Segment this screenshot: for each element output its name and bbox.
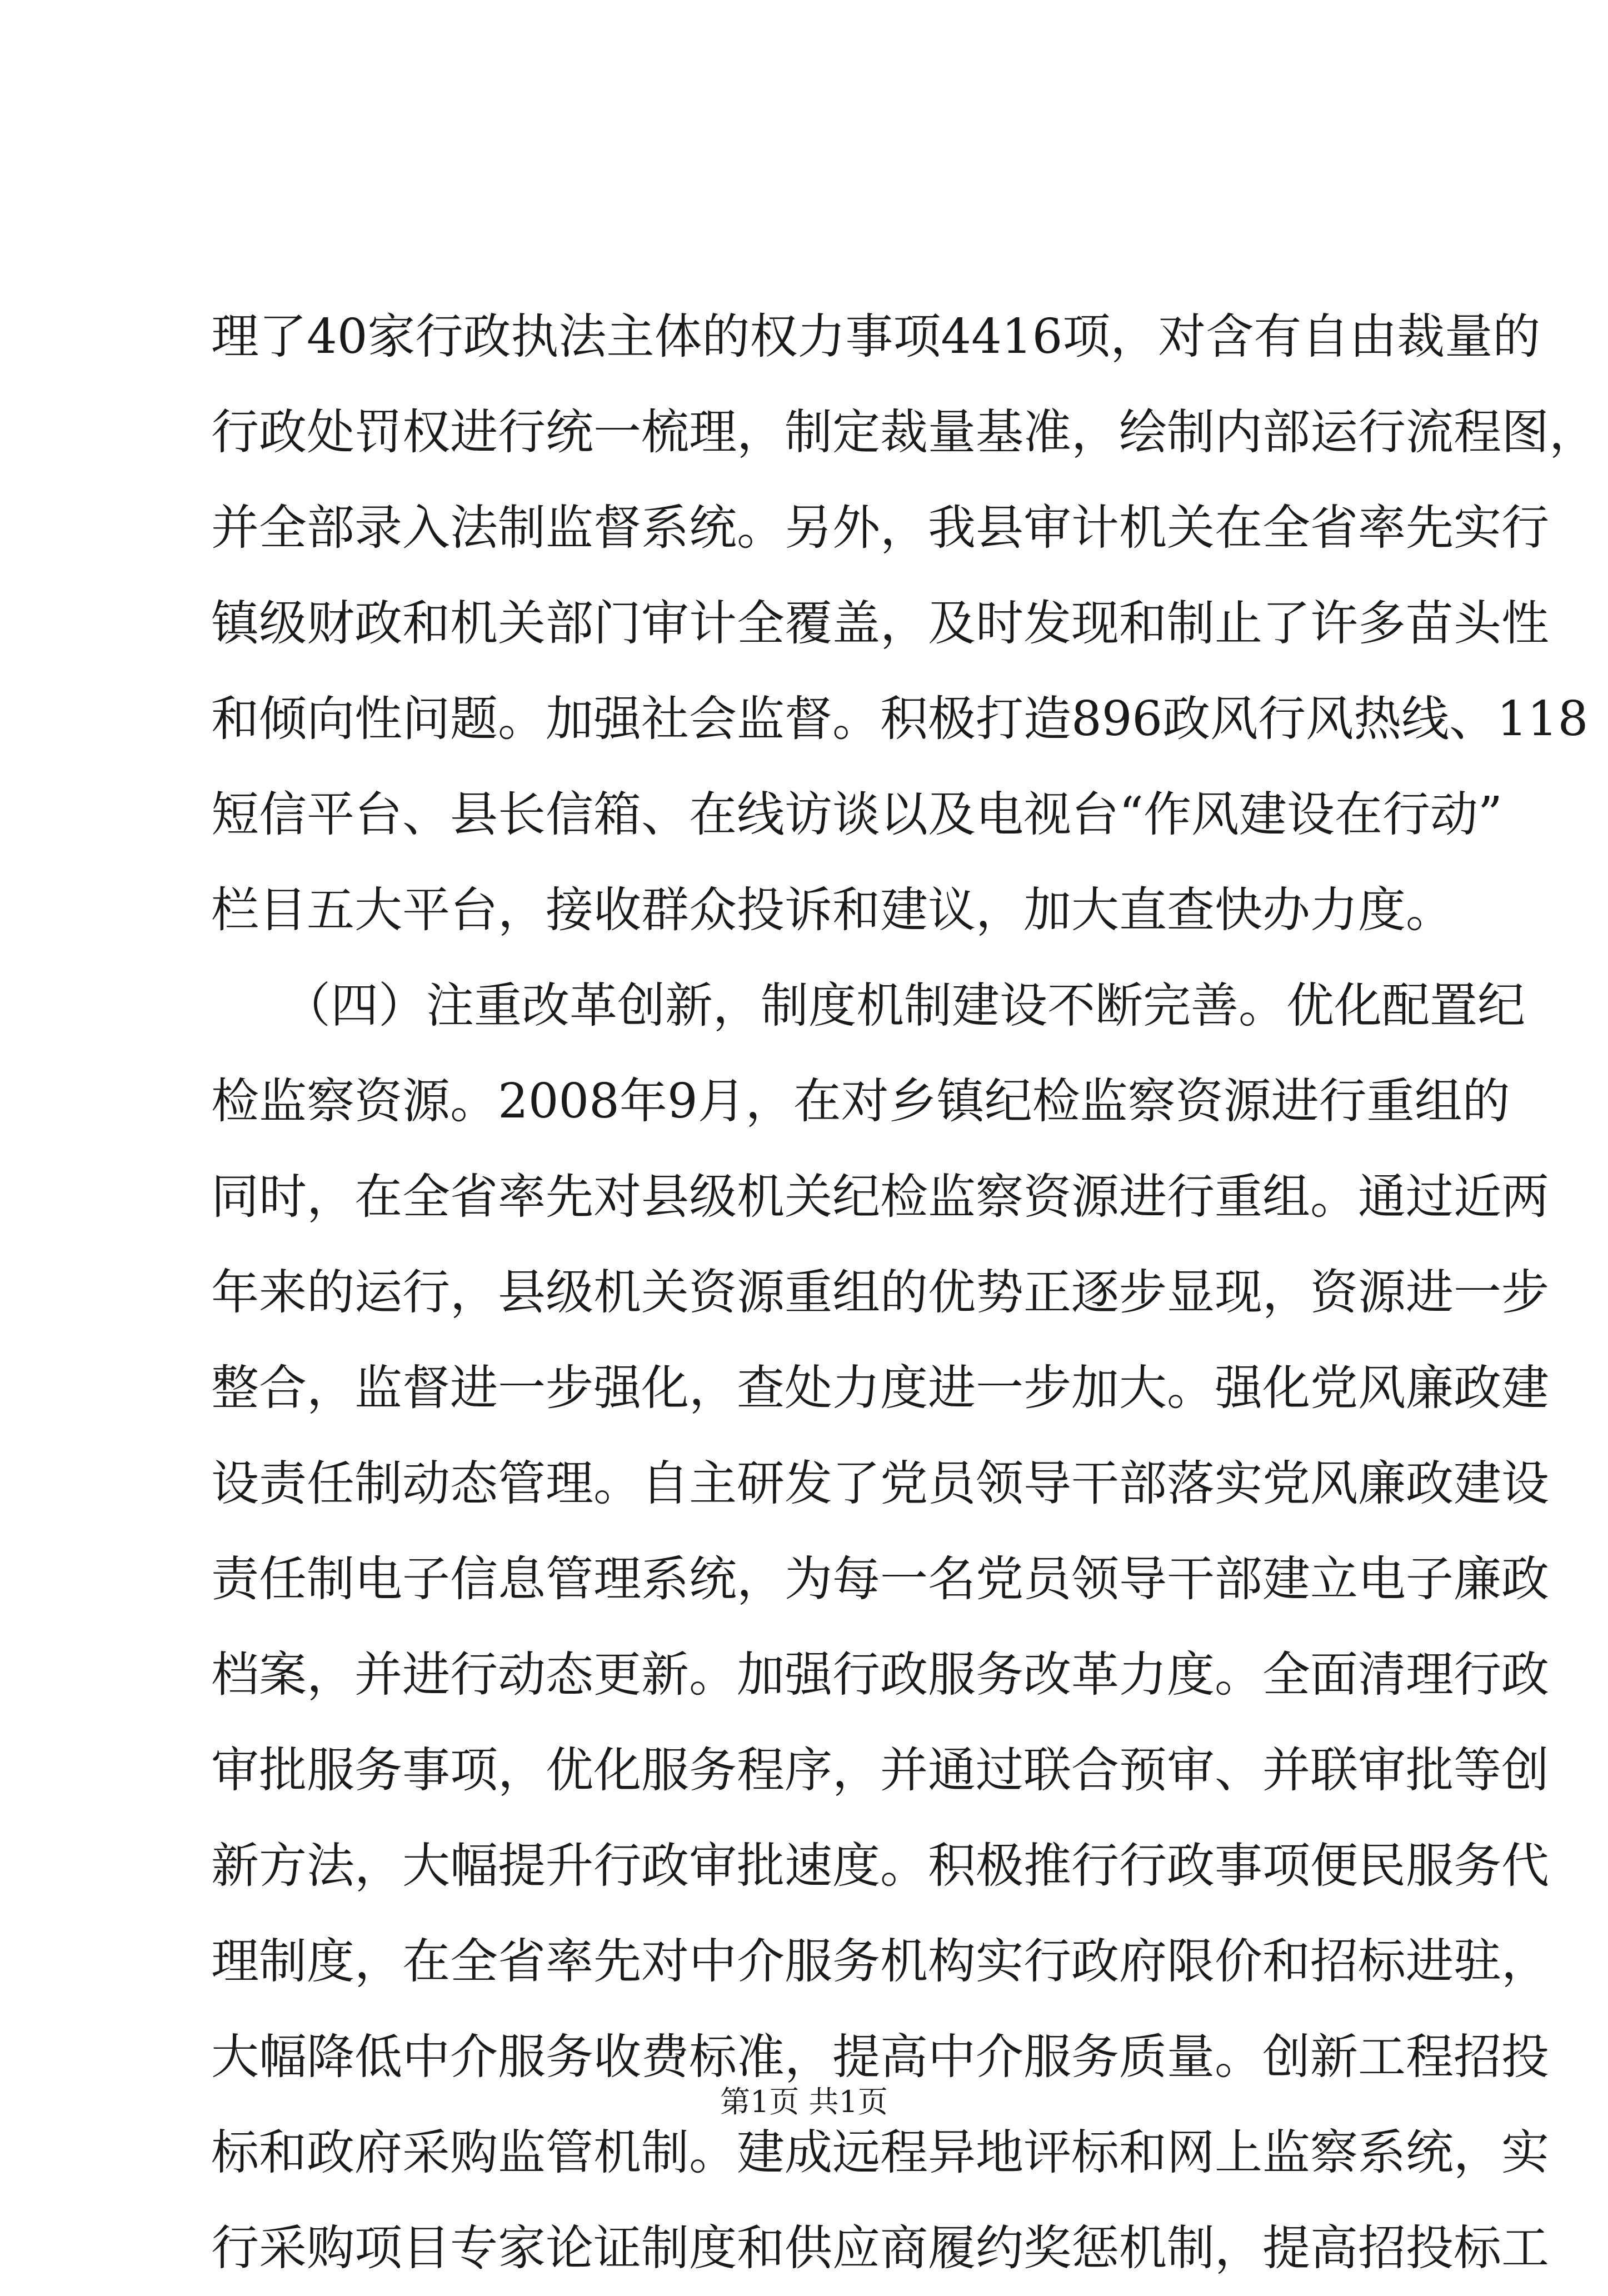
text-line: 镇级财政和机关部门审计全覆盖，及时发现和制止了许多苗头性 <box>211 596 1549 651</box>
text-line: 检监察资源。2008年9月，在对乡镇纪检监察资源进行重组的 <box>211 1074 1510 1129</box>
text-line: 审批服务事项，优化服务程序，并通过联合预审、并联审批等创 <box>211 1743 1549 1798</box>
text-line: 新方法，大幅提升行政审批速度。积极推行行政事项便民服务代 <box>211 1838 1549 1894</box>
text-line: 同时，在全省率先对县级机关纪检监察资源进行重组。通过近两 <box>211 1169 1549 1225</box>
text-line: 并全部录入法制监督系统。另外，我县审计机关在全省率先实行 <box>211 500 1549 556</box>
document-body <box>211 289 1597 2296</box>
section-heading-line: （四）注重改革创新，制度机制建设不断完善。优化配置纪 <box>211 978 1525 1034</box>
text-line: 档案，并进行动态更新。加强行政服务改革力度。全面清理行政 <box>211 1647 1549 1703</box>
text-line: 和倾向性问题。加强社会监督。积极打造896政风行风热线、118 <box>211 691 1589 747</box>
text-line: 整合，监督进一步强化，查处力度进一步加大。强化党风廉政建 <box>211 1360 1549 1416</box>
text-line: 责任制电子信息管理系统，为每一名党员领导干部建立电子廉政 <box>211 1551 1549 1607</box>
text-line: 行采购项目专家论证制度和供应商履约奖惩机制，提高招投标工 <box>211 2220 1549 2276</box>
text-line: 栏目五大平台，接收群众投诉和建议，加大直查快办力度。 <box>211 882 1454 938</box>
text-line: 大幅降低中介服务收费标准，提高中介服务质量。创新工程招投 <box>211 2029 1549 2085</box>
text-line: 理了40家行政执法主体的权力事项4416项，对含有自由裁量的 <box>211 309 1541 365</box>
text-line: 行政处罚权进行统一梳理，制定裁量基准，绘制内部运行流程图， <box>211 405 1597 460</box>
text-line: 标和政府采购监管机制。建成远程异地评标和网上监察系统，实 <box>211 2125 1549 2180</box>
page-footer: 第1页 共1页 <box>720 2084 888 2119</box>
text-line: 年来的运行，县级机关资源重组的优势正逐步显现，资源进一步 <box>211 1265 1549 1320</box>
text-line: 短信平台、县长信箱、在线访谈以及电视台“作风建设在行动” <box>211 787 1502 842</box>
text-line: 理制度，在全省率先对中介服务机构实行政府限价和招标进驻， <box>211 1934 1549 1989</box>
text-line: 设责任制动态管理。自主研发了党员领导干部落实党风廉政建设 <box>211 1456 1549 1511</box>
